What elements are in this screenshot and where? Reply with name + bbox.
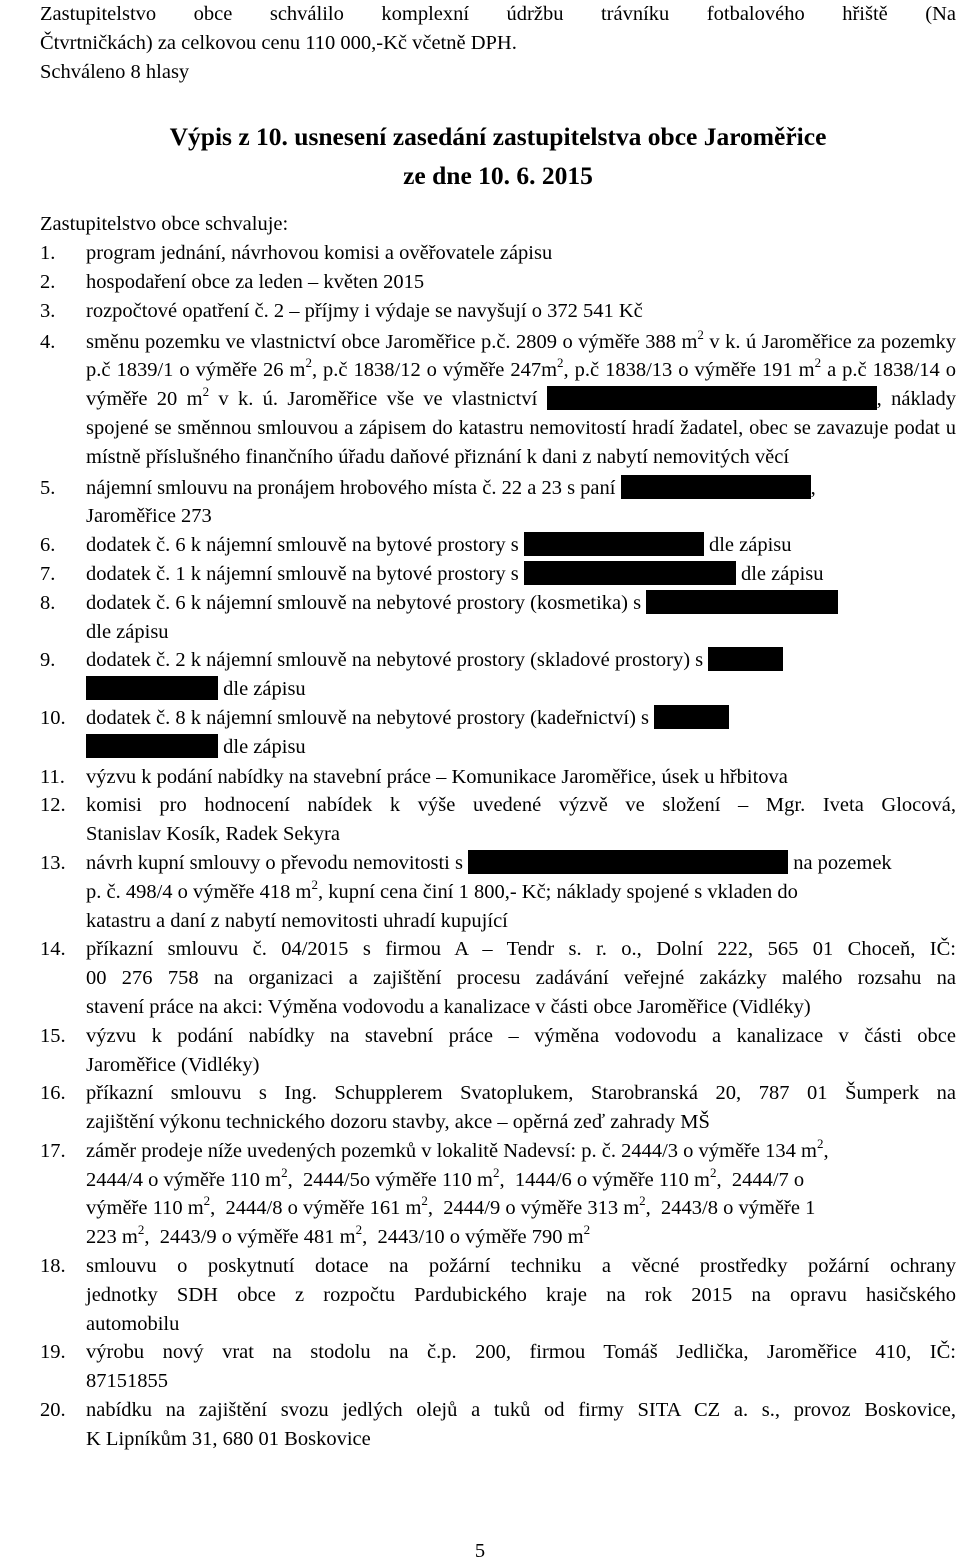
redacted-block [708,647,783,671]
list-item: 8. dodatek č. 6 k nájemní smlouvě na nebytové prostory (kosmetika) s dle zápisu [40,589,956,647]
page-number: 5 [474,1540,486,1562]
list-item: 17. záměr prodeje níže uvedených pozemků v lokalitě Nadevsí: p. č. 2444/3 o výměře 134 $m^2$, 2444/4 o výměře 110 $m^2$, 2444/5o výměře 110 $m^2$, 1444/6 o výměře 110 $m^2$, 2444/7 o výměře 110 $m^2$, 2444/8 o výměře 161 $m^2$, 2444/9 o výměře 313 $m^2$, 2443/8 o výměře 1 223 $m^2$, 2443/9 o výměře 481 $m^2$, 2443/10 o výměře 790 $m^2$ [40,1135,829,1249]
list-item: 9. dodatek č. 2 k nájemní smlouvě na nebytové prostory (skladové prostory) s dle zápisu [40,646,956,704]
resolution-list [40,239,956,1453]
list-item: 16. příkazní smlouvu s Ing. Schupplerem Svatoplukem, Starobranská 20, 787 01 Šumperk na zajištění výkonu technického dozoru stavby, akce – opěrná zeď zahrady MŠ [40,1082,956,1134]
redacted-block [524,532,704,556]
redacted-block [547,386,877,410]
redacted-block [654,705,729,729]
document-date: ze dne 10. 6. 2015 [403,161,593,191]
list-item: 11. výzvu k podání nabídky na stavební práce – Komunikace Jaroměřice, úsek u hřbitova [40,765,788,788]
document-page [40,0,956,1454]
redacted-block [86,676,218,700]
list-item: 5. nájemní smlouvu na pronájem hrobového místa č. 22 a 23 s paní , Jaroměřice 273 [40,476,816,528]
lead-statement: Zastupitelstvo obce schvaluje: [40,213,289,236]
intro-line-1: Zastupitelstvo obce schválilo komplexní údržbu trávníku fotbalového hřiště (Na [40,3,956,25]
list-item: 15. výzvu k podání nabídky na stavební práce – výměna vodovodu a kanalizace v části obce Jaroměřice (Vidléky) [40,1024,956,1076]
intro-paragraph [40,0,956,58]
list-item: 2. hospodaření obce za leden – květen 2015 [40,270,425,293]
list-item: 19. výrobu nový vrat na stodolu na č.p. 200, firmou Tomáš Jedlička, Jaroměřice 410, IČ: 87151855 [40,1341,956,1393]
list-item: 10. dodatek č. 8 k nájemní smlouvě na nebytové prostory (kadeřnictví) s dle zápisu [40,704,956,762]
list-item: 7. dodatek č. 1 k nájemní smlouvě na bytové prostory s dle zápisu [40,562,824,585]
approved-votes: Schváleno 8 hlasy [40,60,190,83]
redacted-block [468,850,788,874]
list-item: 13. návrh kupní smlouvy o převodu nemovitosti s na pozemek p. č. 498/4 o výměře 418 $m^2$, kupní cena činí 1 800,- Kč; náklady spojené s vkladen do katastru a daní z nabytí nemovitosti uhradí kupující [40,851,892,932]
redacted-block [646,590,838,614]
list-item: 18. smlouvu o poskytnutí dotace na požární techniku a věcné prostředky požární ochrany jednotky SDH obce z rozpočtu Pardubického kraje na rok 2015 na opravu hasičského automobilu [40,1255,956,1335]
list-item: 4. směnu pozemku ve vlastnictví obce Jaroměřice p.č. 2809 o výměře 388 $m^2$ v k. ú Jaroměřice za pozemky p.č 1839/1 o výměře 26 $m^2$, p.č 1838/12 o výměře $247m^2$, p.č 1838/13 o výměře 191 $m^2$ a p.č 1838/14 o výměře 20 $m^2$ v k. ú. Jaroměřice vše ve vlastnictví , náklady spojené se směnnou smlouvou a zápisem do katastru nemovitostí hradí žadatel, obec se zavazuje podat u místně příslušného finančního úřadu daňové přiznání k dani z nabytí nemovitých věcí [40,326,956,468]
list-item: 1. program jednání, návrhovou komisi a ověřovatele zápisu [40,242,553,265]
list-item: 6. dodatek č. 6 k nájemní smlouvě na bytové prostory s dle zápisu [40,534,792,557]
document-title: Výpis z 10. usnesení zasedání zastupitelstva obce Jaroměřice [169,122,827,152]
redacted-block [524,561,736,585]
list-item: 20. nabídku na zajištění svozu jedlých olejů a tuků od firmy SITA CZ a. s., provoz Boskovice, K Lipníkům 31, 680 01 Boskovice [40,1399,956,1450]
redacted-block [621,475,811,499]
list-item: 3. rozpočtové opatření č. 2 – příjmy i výdaje se navyšují o 372 541 Kč [40,299,643,322]
list-item: 14. příkazní smlouvu č. 04/2015 s firmou A – Tendr s. r. o., Dolní 222, 565 01 Choceň, IČ: 00 276 758 na organizaci a zajištění procesu zadávání veřejné zakázky malého rozsahu na stavení práce na akci: Výměna vodovodu a kanalizace v části obce Jaroměřice (Vidléky) [40,938,956,1018]
intro-line-2: Čtvrtničkách) za celkovou cenu 110 000,-Kč včetně DPH. [40,31,517,54]
list-item: 12. komisi pro hodnocení nabídek k výše uvedené výzvě ve složení – Mgr. Iveta Glocová, Stanislav Kosík, Radek Sekyra [40,794,956,846]
redacted-block [86,734,218,758]
